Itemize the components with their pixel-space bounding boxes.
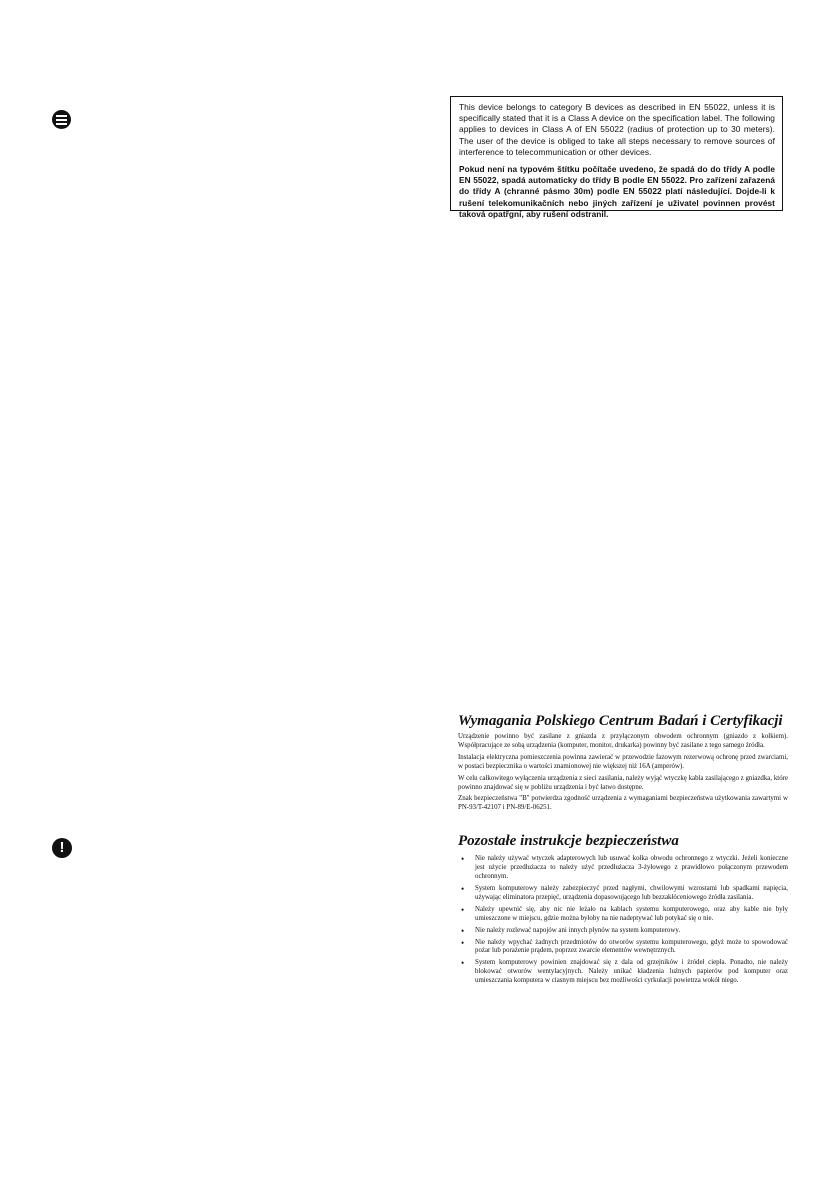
safety-instructions-list (458, 855, 788, 986)
ce-compliance-box (450, 96, 783, 219)
list-item: • Nie należy rozlewać napojów ani innych płynów na system komputerowy. (458, 927, 788, 936)
list-item: • Nie należy używać wtyczek adapterowych lub usuwać kołka obwodu ochronnego z wtyczki. Jeżeli konieczne jest użycie przedłużacza to należy użyć przedłużacza 3-żyłowego z prawidłowo połączonym przewodem ochronnym. (458, 855, 788, 882)
safety-instructions-title: Pozostałe instrukcje bezpieczeństwa (458, 833, 679, 850)
polish-paragraph: Znak bezpieczeństwa "B" potwierdza zgodność urządzenia z wymaganiami bezpieczeństwa użytkowania zawartymi w PN-93/T-42107 i PN-89/E-06251. (458, 795, 788, 812)
ce-english-text: This device belongs to category B devices as described in EN 55022, unless it is specifically stated that it is a Class A device on the specification label. The following applies to devices in Class A of EN 55022 (radius of protection up to 30 meters). The user of the device is obliged to take all steps necessary to remove sources of interference to telecommunication or other devices. (459, 102, 775, 157)
polish-requirements-title: Wymagania Polskiego Centrum Badań i Certyfikacji (458, 713, 783, 729)
polish-paragraph: Urządzenie powinno być zasilane z gniazda z przyłączonym obwodem ochronnym (gniazdo z kołkiem). Współpracujące ze sobą urządzenia (komputer, monitor, drukarka) powinny być zasilane z tego samego źródła. (458, 733, 788, 749)
list-item: • Nie należy wpychać żadnych przedmiotów do otworów systemu komputerowego, gdyż może to spowodować pożar lub porażenie prądem, poprzez zwarcie elementów wewnętrznych. (458, 939, 788, 957)
polish-paragraph: Instalacja elektryczna pomieszczenia powinna zawierać w przewodzie fazowym rezerwową ochronę przed zwarciami, w postaci bezpiecznika o wartości znamionowej nie większej niż 16A (amperów). (458, 753, 788, 770)
list-item: • Należy upewnić się, aby nic nie leżało na kablach systemu komputerowego, oraz aby kable nie były umieszczone w miejscu, gdzie można byłoby na nie nadeptywać lub potykać się o nie. (458, 906, 788, 924)
ce-czech-text: Pokud není na typovém štítku počítače uvedeno, že spadá do do třídy A podle EN 55022, spadá automaticky do třídy B podle EN 55022. Pro zařízení zařazená do třídy A (chranné pásmo 30m) podle EN 55022 platí následující. Dojde-li k rušení telekomunikačních nebo jiných zařízení je uživatel povinnen provést taková opatřgní, aby rušení odstranil. (459, 164, 775, 219)
exclamation-icon: ! (52, 838, 72, 858)
polish-requirements-section (458, 712, 788, 989)
note-icon (52, 110, 71, 129)
list-item: • System komputerowy należy zabezpieczyć przed nagłymi, chwilowymi wzrostami lub spadkami napięcia, używając eliminatora przepięć, urządzenia dopasowującego lub bezzakłóceniowego źródła zasilania. (458, 885, 788, 903)
polish-paragraph: W celu całkowitego wyłączenia urządzenia z sieci zasilania, należy wyjąć wtyczkę kabla zasilającego z gniazdka, które powinno znajdować się w pobliżu urządzenia i być łatwo dostępne. (458, 774, 788, 791)
list-item: • System komputerowy powinien znajdować się z dala od grzejników i źródeł ciepła. Ponadto, nie należy blokować otworów wentylacyjnych. Należy unikać kładzenia luźnych papierów pod komputer oraz umieszczania komputera w ciasnym miejscu bez możliwości cyrkulacji powietrza wokół niego. (458, 959, 788, 986)
